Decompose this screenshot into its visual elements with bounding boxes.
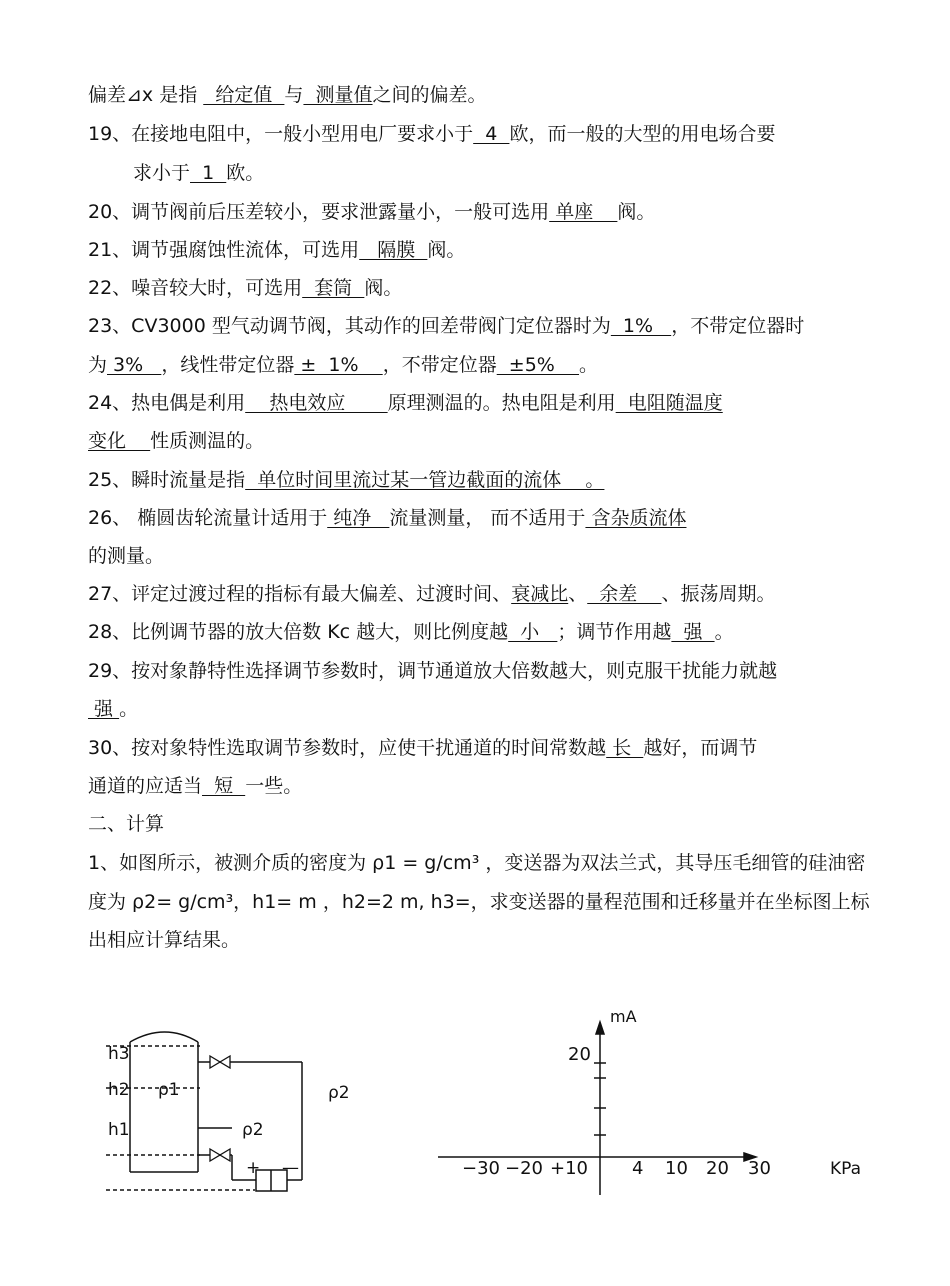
text-span: 。 <box>714 621 734 643</box>
answer-blank: 强 <box>671 621 715 643</box>
text-line <box>88 391 723 415</box>
x-tick: 4 <box>632 1158 644 1179</box>
text-line <box>88 506 686 530</box>
figure-area <box>0 1000 950 1220</box>
text-span: 求小于 <box>133 162 191 184</box>
answer-blank: 电阻随温度 <box>615 392 723 414</box>
text-line <box>88 238 465 262</box>
text-span: 性质测温的。 <box>150 430 265 452</box>
y-axis-arrow <box>596 1022 604 1034</box>
text-span: 欧。 <box>226 162 265 184</box>
text-span: 30、按对象特性选取调节参数时，应使干扰通道的时间常数越 <box>88 737 607 759</box>
answer-blank: 4 <box>473 123 510 145</box>
answer-blank: 单座 <box>549 201 618 223</box>
answer-blank: 套筒 <box>302 277 365 299</box>
text-span: 阀。 <box>427 239 466 261</box>
text-span: 原理测温的。热电阻是利用 <box>387 392 616 414</box>
text-span: ；调节作用越 <box>557 621 672 643</box>
text-span: 二、计算 <box>88 813 165 835</box>
text-span: 23、CV3000 型气动调节阀，其动作的回差带阀门定位器时为 <box>88 315 611 337</box>
text-span: 与 <box>284 84 304 106</box>
text-line <box>88 851 865 875</box>
text-span: 19、在接地电阻中，一般小型用电厂要求小于 <box>88 123 474 145</box>
answer-blank: 热电效应 <box>245 392 388 414</box>
text-span: 阀。 <box>617 201 656 223</box>
text-span: 1、如图所示，被测介质的密度为 ρ1 = g/cm³ ，变送器为双法兰式，其导压毛细管的硅油密 <box>88 852 866 874</box>
answer-blank: 短 <box>202 775 246 797</box>
text-line <box>88 736 757 760</box>
answer-blank: 隔膜 <box>359 239 428 261</box>
text-span: 24、热电偶是利用 <box>88 392 246 414</box>
x-tick: 10 <box>665 1158 688 1179</box>
label-h1: h1 <box>108 1120 130 1140</box>
text-line <box>88 582 775 606</box>
label-h3: h3 <box>108 1044 130 1064</box>
answer-blank: 纯净 <box>327 507 390 529</box>
text-line <box>88 276 402 300</box>
text-line <box>88 122 775 146</box>
text-line <box>88 774 302 798</box>
answer-blank: 余差 <box>587 583 662 605</box>
text-span: 为 <box>88 354 108 376</box>
text-line <box>88 928 240 952</box>
text-line <box>88 812 164 836</box>
answer-blank: 强 <box>88 698 120 720</box>
tank-top-dome <box>130 1032 198 1042</box>
text-line <box>133 161 264 185</box>
text-span: 29、按对象静特性选择调节参数时，调节通道放大倍数越大，则克服干扰能力就越 <box>88 660 778 682</box>
text-span: 欧，而一般的大型的用电场合要 <box>509 123 776 145</box>
text-line <box>88 353 598 377</box>
label-plus: + <box>246 1158 261 1178</box>
answer-blank: 衰减比 <box>511 583 569 605</box>
x-tick: −20 <box>505 1158 543 1179</box>
text-span: 的测量。 <box>88 545 165 567</box>
x-tick: 30 <box>748 1158 771 1179</box>
text-span: 26、 椭圆齿轮流量计适用于 <box>88 507 328 529</box>
answer-blank: ± 1% <box>294 354 383 376</box>
text-span: 28、比例调节器的放大倍数 Kc 越大，则比例度越 <box>88 621 509 643</box>
text-span: ，线性带定位器 <box>161 354 295 376</box>
text-span: 偏差⊿x 是指 <box>88 84 204 106</box>
answer-blank: 测量值 <box>303 84 373 106</box>
y-axis-label: mA <box>610 1007 637 1026</box>
answer-blank: 3% <box>107 354 162 376</box>
text-span: 21、调节强腐蚀性流体，可选用 <box>88 239 360 261</box>
answer-blank: 1% <box>610 315 672 337</box>
text-span: 通道的应适当 <box>88 775 203 797</box>
text-line <box>88 544 164 568</box>
valve-icon <box>210 1056 230 1068</box>
text-span: 、 <box>568 583 588 605</box>
label-rho2-lower: ρ2 <box>242 1120 264 1140</box>
y-tick-20: 20 <box>568 1044 591 1065</box>
text-span: 越好，而调节 <box>643 737 758 759</box>
answer-blank: 小 <box>508 621 558 643</box>
text-span: 阀。 <box>364 277 403 299</box>
answer-blank: 变化 <box>88 430 151 452</box>
label-rho1: ρ1 <box>158 1080 180 1100</box>
text-span: 流量测量， 而不适用于 <box>389 507 586 529</box>
label-h2: h2 <box>108 1080 130 1100</box>
valve-icon <box>210 1149 230 1161</box>
text-line <box>88 659 777 683</box>
text-span: 度为 ρ2= g/cm³，h1= m ，h2=2 m, h3=，求变送器的量程范围和迁移量并在坐标图上标 <box>88 891 870 913</box>
text-span: 27、评定过渡过程的指标有最大偏差、过渡时间、 <box>88 583 512 605</box>
text-span: 一些。 <box>245 775 303 797</box>
answer-blank: 含杂质流体 <box>585 507 687 529</box>
answer-blank: 单位时间里流过某一管边截面的流体 。 <box>245 469 605 491</box>
text-line <box>88 429 264 453</box>
x-axis-unit: KPa <box>830 1159 862 1179</box>
text-span: 出相应计算结果。 <box>88 929 241 951</box>
text-span: 、振荡周期。 <box>661 583 776 605</box>
label-rho2-upper: ρ2 <box>328 1083 350 1103</box>
answer-blank: 1 <box>190 162 227 184</box>
x-tick: 20 <box>706 1158 729 1179</box>
text-span: 20、调节阀前后压差较小，要求泄露量小，一般可选用 <box>88 201 550 223</box>
answer-blank: 长 <box>606 737 644 759</box>
text-line <box>88 200 655 224</box>
answer-blank: 给定值 <box>203 84 285 106</box>
text-span: ，不带定位器 <box>382 354 497 376</box>
text-line <box>88 697 138 721</box>
text-line <box>88 890 870 914</box>
text-line <box>88 314 804 338</box>
x-tick: −30 <box>462 1158 500 1179</box>
text-span: ，不带定位器时 <box>671 315 805 337</box>
text-span: 。 <box>579 354 599 376</box>
text-span: 之间的偏差。 <box>372 84 487 106</box>
x-tick: +10 <box>550 1158 588 1179</box>
text-line <box>88 620 734 644</box>
tank-diagram <box>106 1032 302 1191</box>
text-span: 22、噪音较大时，可选用 <box>88 277 303 299</box>
text-span: 25、瞬时流量是指 <box>88 469 246 491</box>
answer-blank: ±5% <box>496 354 580 376</box>
text-span: 。 <box>119 698 139 720</box>
text-line <box>88 468 604 492</box>
text-line <box>88 83 487 107</box>
label-minus: — <box>282 1158 299 1178</box>
